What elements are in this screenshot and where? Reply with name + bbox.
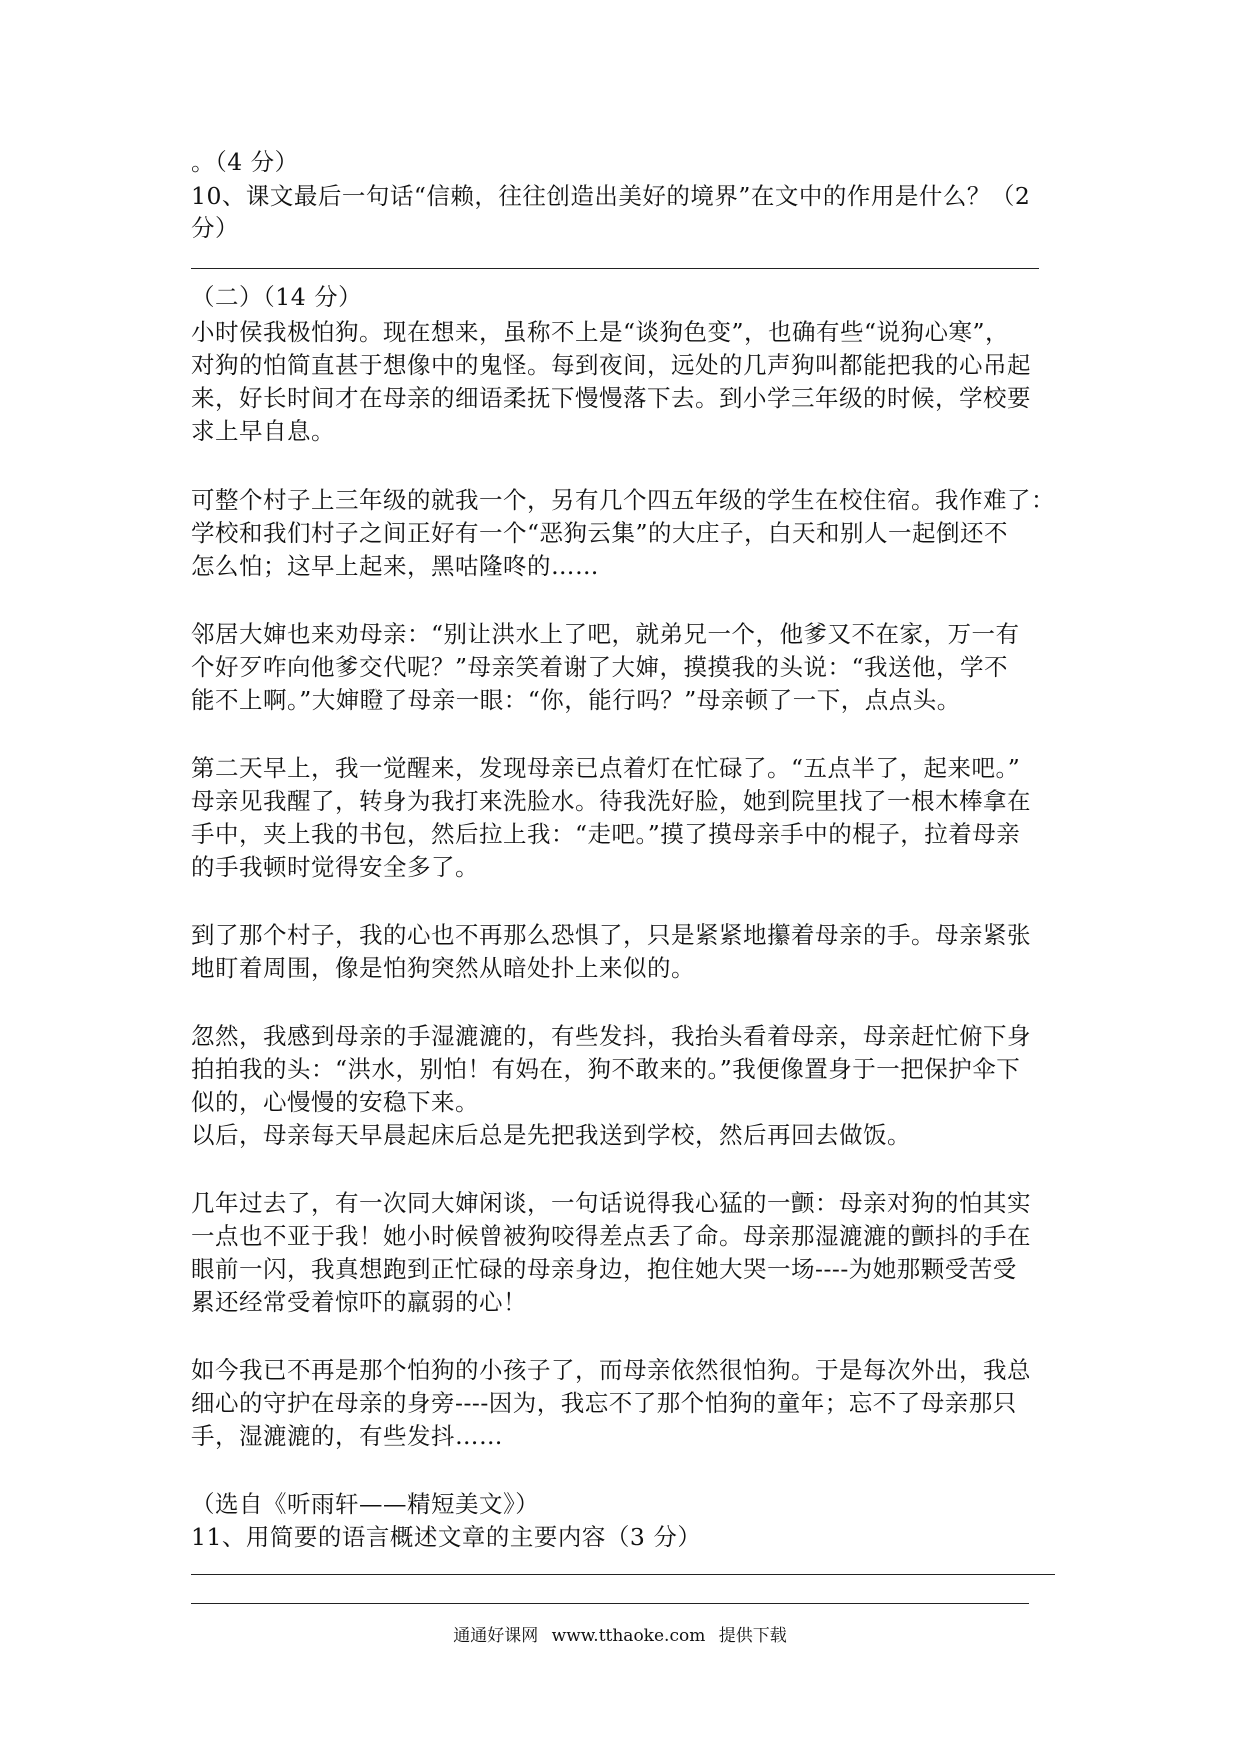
section-header: （二）（14 分） xyxy=(191,283,363,311)
source-citation: （选自《听雨轩——精短美文》） xyxy=(191,1490,540,1518)
answer-line xyxy=(191,268,1039,269)
passage-line: 拍拍我的头：“洪水，别怕！有妈在，狗不敢来的。”我便像置身于一把保护伞下 xyxy=(191,1055,1021,1083)
passage-line: 可整个村子上三年级的就我一个，另有几个四五年级的学生在校住宿。我作难了： xyxy=(191,486,1055,514)
passage-line: 能不上啊。”大婶瞪了母亲一眼：“你，能行吗？”母亲顿了一下，点点头。 xyxy=(191,686,961,714)
footer-suffix: 提供下载 xyxy=(718,1626,787,1646)
question-9-score: 。（4 分） xyxy=(191,148,299,176)
passage-line: 母亲见我醒了，转身为我打来洗脸水。待我洗好脸，她到院里找了一根木棒拿在 xyxy=(191,787,1031,815)
footer-url: www.tthaoke.com xyxy=(551,1626,706,1646)
question-11-text: 11、用简要的语言概述文章的主要内容（3 分） xyxy=(191,1523,702,1551)
passage-line: 到了那个村子，我的心也不再那么恐惧了，只是紧紧地攥着母亲的手。母亲紧张 xyxy=(191,921,1031,949)
passage-line: 求上早自息。 xyxy=(191,417,335,445)
passage-line: 地盯着周围，像是怕狗突然从暗处扑上来似的。 xyxy=(191,954,695,982)
passage-line: 手，湿漉漉的，有些发抖…… xyxy=(191,1422,503,1450)
answer-line xyxy=(191,1574,1055,1575)
page-footer xyxy=(0,1625,1240,1647)
question-10-text: 10、课文最后一句话“信赖，往往创造出美好的境界”在文中的作用是什么？（2 xyxy=(191,182,1031,210)
passage-line: 小时侯我极怕狗。现在想来，虽称不上是“谈狗色变”，也确有些“说狗心寒”， xyxy=(191,318,1010,346)
passage-line: 手中，夹上我的书包，然后拉上我：“走吧。”摸了摸母亲手中的棍子，拉着母亲 xyxy=(191,820,1021,848)
passage-line: 学校和我们村子之间正好有一个“恶狗云集”的大庄子，白天和别人一起倒还不 xyxy=(191,519,1009,547)
passage-line: 累还经常受着惊吓的羸弱的心！ xyxy=(191,1288,527,1316)
passage-line: 一点也不亚于我！她小时候曾被狗咬得差点丢了命。母亲那湿漉漉的颤抖的手在 xyxy=(191,1222,1031,1250)
answer-line xyxy=(191,1603,1029,1604)
question-10-text-cont: 分） xyxy=(191,214,239,242)
footer-site-name: 通通好课网 xyxy=(453,1626,539,1646)
passage-line: 细心的守护在母亲的身旁----因为，我忘不了那个怕狗的童年；忘不了母亲那只 xyxy=(191,1389,1017,1417)
passage-line: 邻居大婶也来劝母亲：“别让洪水上了吧，就弟兄一个，他爹又不在家，万一有 xyxy=(191,620,1020,648)
passage-line: 眼前一闪，我真想跑到正忙碌的母亲身边，抱住她大哭一场----为她那颗受苦受 xyxy=(191,1255,1017,1283)
passage-line: 似的，心慢慢的安稳下来。 xyxy=(191,1088,479,1116)
passage-line: 对狗的怕简直甚于想像中的鬼怪。每到夜间，远处的几声狗叫都能把我的心吊起 xyxy=(191,351,1031,379)
passage-line: 忽然，我感到母亲的手湿漉漉的，有些发抖，我抬头看着母亲，母亲赶忙俯下身 xyxy=(191,1022,1031,1050)
passage-line: 怎么怕；这早上起来，黑咕隆咚的…… xyxy=(191,552,599,580)
passage-line: 几年过去了，有一次同大婶闲谈，一句话说得我心猛的一颤：母亲对狗的怕其实 xyxy=(191,1189,1031,1217)
passage-line: 的手我顿时觉得安全多了。 xyxy=(191,853,479,881)
passage-line: 来，好长时间才在母亲的细语柔抚下慢慢落下去。到小学三年级的时候，学校要 xyxy=(191,384,1031,412)
passage-line: 第二天早上，我一觉醒来，发现母亲已点着灯在忙碌了。“五点半了，起来吧。” xyxy=(191,754,1021,782)
passage-line: 以后，母亲每天早晨起床后总是先把我送到学校，然后再回去做饭。 xyxy=(191,1121,911,1149)
passage-line: 如今我已不再是那个怕狗的小孩子了，而母亲依然很怕狗。于是每次外出，我总 xyxy=(191,1356,1031,1384)
passage-line: 个好歹咋向他爹交代呢？”母亲笑着谢了大婶，摸摸我的头说：“我送他，学不 xyxy=(191,653,1009,681)
